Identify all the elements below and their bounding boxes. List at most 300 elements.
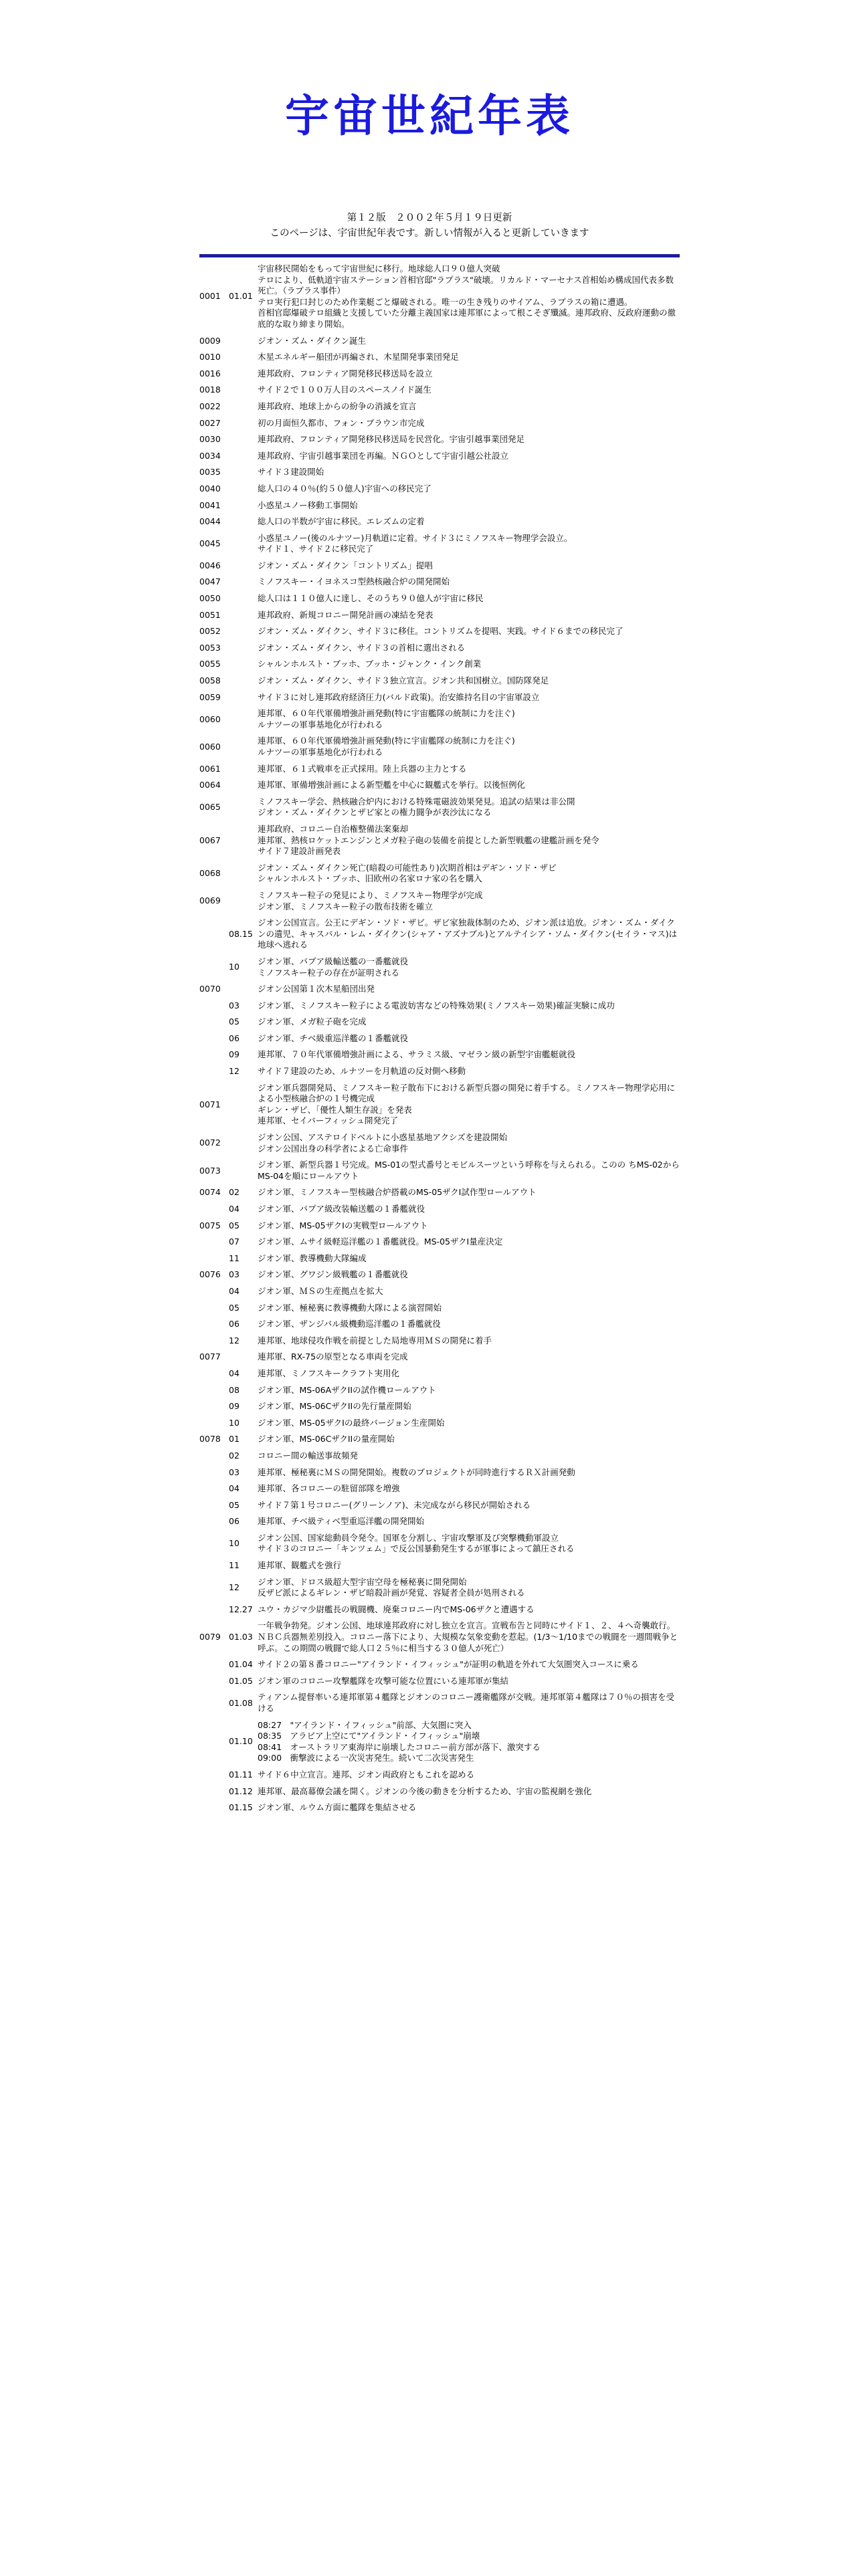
timeline-row (199, 1218, 680, 1235)
row-event (258, 1431, 680, 1448)
row-date: 06 (229, 1033, 240, 1043)
row-year (199, 1717, 229, 1767)
row-event (258, 673, 680, 689)
event-line: シャルンホルスト・ブッホ、旧欧州の名家ロナ家の名を購入 (258, 873, 482, 884)
row-year: 0060 (199, 714, 221, 724)
row-year: 0034 (199, 450, 221, 461)
row-event (258, 1398, 680, 1415)
row-date: 06 (229, 1516, 240, 1527)
row-year (199, 1689, 229, 1717)
row-year (199, 1251, 229, 1267)
event-line: 木星エネルギー船団が再編され、木星開発事業団発足 (258, 352, 459, 362)
timeline-row (199, 607, 680, 624)
row-year: 0065 (199, 802, 221, 813)
timeline-row (199, 821, 680, 860)
row-date (229, 591, 258, 607)
timeline-row (199, 1184, 680, 1201)
row-date: 08.15 (229, 928, 253, 939)
event-line: ティアンム提督率いる連邦軍第４艦隊とジオンのコロニー護衛艦隊が交戦。連邦軍第４艦隊は７０％の損害を受ける (258, 1692, 675, 1713)
timeline-row (199, 673, 680, 689)
row-date (229, 514, 258, 530)
row-year: 0044 (199, 516, 221, 527)
event-line: サイド３のコロニー「キンツェム」で反公国暴動発生するが軍事によって鎮圧される (258, 1543, 575, 1554)
timeline-row (199, 860, 680, 887)
timeline-row (199, 1656, 680, 1673)
row-event (258, 821, 680, 860)
event-line: 08:41 オーストラリア東海岸に崩壊したコロニー前方部が落下、激突する (258, 1741, 541, 1752)
timeline-row (199, 1689, 680, 1717)
row-event (258, 514, 680, 530)
timeline-row (199, 1316, 680, 1333)
row-date: 10 (229, 1417, 240, 1428)
row-date: 01.10 (229, 1736, 253, 1747)
row-date (229, 689, 258, 706)
event-line: 反ザビ派によるギレン・ザビ暗殺計画が発覚、容疑者全員が処刑される (258, 1588, 525, 1598)
row-date (229, 656, 258, 673)
row-date (229, 431, 258, 448)
event-line: ジオン軍、ザンジバル級機動巡洋艦の１番艦就役 (258, 1319, 441, 1329)
row-year (199, 1366, 229, 1382)
row-event (258, 1465, 680, 1481)
event-line: テロ実行犯口封じのため作業艇ごと爆破される。唯一の生き残りのサイアム、ラプラスの箱に遭遇。 (258, 296, 633, 307)
row-date (229, 349, 258, 366)
timeline-table (199, 261, 680, 1816)
row-date: 03 (229, 1000, 240, 1010)
page-meta (0, 211, 859, 241)
event-line: 総人口の４０％(約５０億人)宇宙への移民完了 (258, 483, 432, 494)
edition-text: 第１２版 ２００２年５月１９日更新 (347, 213, 512, 223)
timeline-row (199, 558, 680, 574)
row-date: 01.04 (229, 1659, 253, 1670)
row-event (258, 481, 680, 498)
event-line: サイド３に対し連邦政府経済圧力(バルド政策)。治安維持名目の宇宙軍設立 (258, 691, 540, 702)
row-date (229, 366, 258, 383)
event-line: 宇宙移民開始をもって宇宙世紀に移行。地球総人口９０億人突破 (258, 263, 500, 274)
row-year (199, 1465, 229, 1481)
row-event (258, 860, 680, 887)
timeline-row (199, 887, 680, 915)
event-line: 連邦政府、フロンティア開発移民移送局を民営化。宇宙引越事業団発足 (258, 434, 525, 445)
row-year (199, 1382, 229, 1399)
timeline-row (199, 1448, 680, 1465)
row-year (199, 1300, 229, 1317)
timeline-row (199, 1530, 680, 1558)
row-year (199, 1481, 229, 1497)
row-date (229, 887, 258, 915)
event-line: ジオン軍、MS-05ザクIの実戦型ロールアウト (258, 1220, 428, 1230)
row-event (258, 1283, 680, 1300)
timeline-row (199, 1481, 680, 1497)
row-event (258, 448, 680, 465)
timeline-row (199, 1767, 680, 1784)
row-date (229, 1130, 258, 1157)
row-year (199, 1234, 229, 1251)
event-line: ジオン軍、パプア級輸送艦の一番艦就役 (258, 956, 409, 966)
row-year (199, 1014, 229, 1031)
event-line: ジオン・ズム・ダイクン「コントリズム」提唱 (258, 560, 433, 570)
row-year: 0071 (199, 1099, 221, 1109)
timeline-row (199, 1300, 680, 1317)
row-event (258, 1080, 680, 1130)
timeline-row (199, 399, 680, 415)
row-event (258, 1656, 680, 1673)
timeline-row (199, 794, 680, 821)
row-date (229, 333, 258, 350)
row-event (258, 733, 680, 760)
timeline-row (199, 574, 680, 591)
event-line: ジオン公国、アステロイドベルトに小惑星基地アクシズを建設開始 (258, 1132, 508, 1143)
row-event (258, 656, 680, 673)
event-line: ジオン軍、新型兵器１号完成。MS-01の型式番号とモビルスーツという呼称を与えられる。このの ちMS-02からMS-04を順にロールアウト (258, 1160, 680, 1181)
row-date: 12 (229, 1335, 240, 1346)
row-event (258, 1513, 680, 1530)
row-year: 0074 (199, 1187, 221, 1198)
row-date: 01.05 (229, 1675, 253, 1686)
timeline-row (199, 689, 680, 706)
row-year (199, 1530, 229, 1558)
row-year: 0078 (199, 1434, 221, 1444)
timeline-row (199, 1349, 680, 1366)
event-line: 連邦軍、最高幕僚会議を開く。ジオンの今後の動きを分析するため、宇宙の監視網を強化 (258, 1786, 592, 1796)
row-date: 04 (229, 1204, 240, 1214)
row-event (258, 1234, 680, 1251)
row-date (229, 640, 258, 657)
row-year: 0064 (199, 780, 221, 790)
timeline-row (199, 1031, 680, 1047)
row-event (258, 591, 680, 607)
row-year (199, 1031, 229, 1047)
timeline-row (199, 915, 680, 954)
timeline-row (199, 1415, 680, 1432)
timeline-row (199, 623, 680, 640)
event-line: テロにより、低軌道宇宙ステーション首相官邸"ラプラス"破壊。リカルド・マーセナス首相始め構成国代表多数死亡。（ラプラス事件） (258, 274, 674, 296)
row-year (199, 1201, 229, 1218)
timeline-row (199, 777, 680, 794)
timeline-row (199, 954, 680, 981)
row-event (258, 1031, 680, 1047)
timeline-row (199, 1618, 680, 1656)
row-year: 0069 (199, 895, 221, 906)
event-line: 総人口は１１０億人に達し、そのうち９０億人が宇宙に移民 (258, 593, 484, 604)
row-event (258, 1717, 680, 1767)
row-event (258, 1618, 680, 1656)
event-line: 一年戦争勃発。ジオン公国、地球連邦政府に対し独立を宣言。宣戦布告と同時にサイド１、２、４へ奇襲敢行。ＮＢＣ兵器無差別投入。コロニー落下により、大規模な気象変動を惹起。(1/3～1/10までの戦闘を一週間戦争と呼ぶ。この期間の戦闘で総人口２５％に相当する３０億人が死亡） (258, 1620, 678, 1653)
row-year: 0018 (199, 385, 221, 395)
row-date (229, 498, 258, 514)
event-line: 小惑星ユノー移動工事開始 (258, 500, 358, 510)
row-date (229, 860, 258, 887)
row-event (258, 349, 680, 366)
row-year: 0053 (199, 642, 221, 653)
event-line: ジオン軍、ミノフスキー型核融合炉搭載のMS-05ザクI試作型ロールアウト (258, 1187, 537, 1198)
timeline-row (199, 1080, 680, 1130)
row-date: 12.27 (229, 1604, 253, 1614)
timeline-row (199, 1497, 680, 1514)
row-date: 09 (229, 1049, 240, 1060)
event-line: ミノフスキー学会、熱核融合炉内における特殊電磁波効果発見。追試の結果は非公開 (258, 796, 575, 807)
timeline-row (199, 1014, 680, 1031)
event-line: ジオン・ズム・ダイクン死亡(暗殺の可能性あり)次期首相はデギン・ソド・ザビ (258, 862, 557, 873)
event-line: 連邦軍、地球侵攻作戦を前提とした局地専用ＭＳの開発に着手 (258, 1335, 492, 1346)
row-date (229, 1157, 258, 1184)
row-date (229, 1080, 258, 1130)
event-line: 連邦政府、地球上からの紛争の消滅を宣言 (258, 401, 417, 411)
timeline-row (199, 1513, 680, 1530)
row-date: 05 (229, 1499, 240, 1510)
row-date (229, 706, 258, 733)
timeline-row (199, 415, 680, 432)
row-year (199, 1800, 229, 1816)
event-line: ジオン軍、チベ級重巡洋艦の１番艦就役 (258, 1033, 409, 1043)
row-year: 0055 (199, 659, 221, 669)
row-year (199, 1415, 229, 1432)
row-date: 01.15 (229, 1802, 253, 1813)
row-date: 01.01 (229, 291, 253, 302)
event-line: ミノフスキー・イヨネスコ型熱核融合炉の開発開始 (258, 576, 450, 587)
row-year: 0070 (199, 984, 221, 994)
event-line: ジオン軍、ルウム方面に艦隊を集結させる (258, 1802, 417, 1813)
event-line: 連邦軍、セイバーフィッシュ開発完了 (258, 1115, 399, 1126)
event-line: コロニー間の輸送事故頻発 (258, 1450, 359, 1461)
row-year (199, 1558, 229, 1574)
timeline-row (199, 1366, 680, 1382)
timeline-row (199, 733, 680, 760)
timeline-row (199, 656, 680, 673)
row-date (229, 981, 258, 998)
row-date: 01.03 (229, 1632, 253, 1642)
event-line: 連邦軍、軍備増強計画による新型艦を中心に観艦式を挙行。以後恒例化 (258, 780, 526, 790)
timeline-row (199, 640, 680, 657)
row-year (199, 1784, 229, 1800)
row-year: 0079 (199, 1632, 221, 1642)
timeline-row (199, 1047, 680, 1063)
row-event (258, 998, 680, 1014)
row-date (229, 464, 258, 481)
row-date: 06 (229, 1319, 240, 1329)
event-line: サイド７建設計画発表 (258, 846, 341, 857)
timeline-row (199, 530, 680, 558)
row-date: 04 (229, 1368, 240, 1378)
timeline-row (199, 1333, 680, 1350)
event-line: ギレン・ザビ、「優性人類生存説」を発表 (258, 1104, 412, 1115)
row-date (229, 733, 258, 760)
event-line: ジオン軍のコロニー攻撃艦隊を攻撃可能な位置にいる連邦軍が集結 (258, 1675, 509, 1686)
timeline-row (199, 1234, 680, 1251)
row-year: 0072 (199, 1138, 221, 1148)
row-date (229, 821, 258, 860)
row-event (258, 1481, 680, 1497)
row-date: 03 (229, 1269, 240, 1280)
row-year: 0076 (199, 1269, 221, 1280)
row-event (258, 1558, 680, 1574)
row-event (258, 1218, 680, 1235)
event-line: 09:00 衝撃波による一次災害発生。続いて二次災害発生 (258, 1753, 474, 1763)
row-event (258, 1063, 680, 1080)
row-event (258, 1333, 680, 1350)
timeline-row (199, 1717, 680, 1767)
timeline-row (199, 1784, 680, 1800)
row-year: 0041 (199, 500, 221, 510)
row-year: 0068 (199, 868, 221, 879)
row-date (229, 777, 258, 794)
row-event (258, 1784, 680, 1800)
event-line: ジオン・ズム・ダイクン、サイド３独立宣言。ジオン共和国樹立。国防隊発足 (258, 675, 549, 686)
event-line: ジオン軍、ミノフスキー粒子による電波妨害などの特殊効果(ミノフスキー効果)確証実験に成功 (258, 1000, 615, 1010)
event-line: ジオン軍、MS-06AザクIIの試作機ロールアウト (258, 1384, 436, 1395)
event-line: サイド６中立宣言。連邦、ジオン両政府ともこれを認める (258, 1769, 475, 1780)
row-event (258, 1497, 680, 1514)
row-date: 12 (229, 1582, 240, 1592)
event-line: ジオン軍、メガ粒子砲を完成 (258, 1016, 367, 1027)
row-event (258, 382, 680, 399)
event-line: 連邦軍、熱核ロケットエンジンとメガ粒子砲の装備を前提とした新型戦艦の建艦計画を発令 (258, 835, 599, 845)
row-date: 11 (229, 1560, 240, 1571)
row-event (258, 1530, 680, 1558)
event-line: ルナツーの軍事基地化が行われる (258, 719, 383, 730)
row-event (258, 1689, 680, 1717)
event-line: 連邦軍、チベ級ティベ型重巡洋艦の開発開始 (258, 1516, 425, 1527)
event-line: ルナツーの軍事基地化が行われる (258, 747, 383, 757)
timeline-row (199, 1130, 680, 1157)
row-year (199, 1602, 229, 1618)
event-line: 小惑星ユノー(後のルナツー)月軌道に定着。サイド３にミノフスキー物理学会設立。 (258, 532, 573, 543)
event-line: 連邦政府、新規コロニー開発計画の凍結を発表 (258, 609, 434, 620)
row-date (229, 794, 258, 821)
row-year: 0035 (199, 467, 221, 477)
row-date: 02 (229, 1450, 240, 1461)
event-line: 連邦政府、宇宙引越事業団を再編。ＮＧＯとして宇宙引越公社設立 (258, 450, 509, 461)
event-line: ジオン軍兵器開発局、ミノフスキー粒子散布下における新型兵器の開発に着手する。ミノフスキー物理学応用による小型核融合炉の１号機完成 (258, 1082, 676, 1104)
row-year: 0022 (199, 401, 221, 411)
timeline-row (199, 1063, 680, 1080)
timeline-row (199, 498, 680, 514)
row-event (258, 1349, 680, 1366)
timeline-row (199, 761, 680, 778)
event-line: ジオン軍、ミノフスキー粒子の散布技術を確立 (258, 901, 434, 911)
header-rule (199, 254, 680, 257)
row-event (258, 706, 680, 733)
timeline-row (199, 349, 680, 366)
timeline-row (199, 333, 680, 350)
event-line: ジオン公国出身の科学者による亡命事件 (258, 1143, 409, 1154)
row-event (258, 1047, 680, 1063)
row-date: 01.08 (229, 1697, 253, 1708)
row-year: 0027 (199, 417, 221, 428)
row-date: 02 (229, 1187, 240, 1198)
row-event (258, 1800, 680, 1816)
event-line: ジオン軍、ＭＳの生産拠点を拡大 (258, 1285, 383, 1296)
timeline-row (199, 1398, 680, 1415)
row-year: 0001 (199, 291, 221, 302)
row-year (199, 1047, 229, 1063)
row-event (258, 1251, 680, 1267)
event-line: ジオン・ズム・ダイクン、サイド３に移住。コントリズムを提唱、実践。サイド６までの移民完了 (258, 626, 624, 637)
row-year: 0009 (199, 335, 221, 346)
timeline-row (199, 1558, 680, 1574)
event-line: 首相官邸爆破テロ組織と支援していた分離主義国家は連邦軍によって根こそぎ殲滅。連邦政府、反政府運動の徹底的な取り締まり開始。 (258, 308, 676, 329)
event-line: ジオン軍、教導機動大隊編成 (258, 1253, 367, 1263)
row-date: 08 (229, 1384, 240, 1395)
row-event (258, 887, 680, 915)
row-date: 10 (229, 962, 240, 972)
row-date (229, 623, 258, 640)
row-event (258, 1201, 680, 1218)
row-event (258, 1184, 680, 1201)
row-event (258, 574, 680, 591)
row-date: 03 (229, 1467, 240, 1477)
row-date: 10 (229, 1538, 240, 1549)
row-event (258, 981, 680, 998)
timeline-row (199, 1673, 680, 1690)
timeline-row (199, 366, 680, 383)
row-year (199, 1283, 229, 1300)
row-event (258, 261, 680, 333)
row-event (258, 366, 680, 383)
row-year (199, 954, 229, 981)
row-date: 07 (229, 1237, 240, 1247)
page-title: 宇宙世紀年表 (285, 90, 574, 142)
row-event (258, 1130, 680, 1157)
row-date (229, 761, 258, 778)
event-line: 連邦軍、極秘裏にＭＳの開発開始。複数のプロジェクトが同時進行するＲＸ計画発動 (258, 1467, 575, 1477)
row-date: 05 (229, 1016, 240, 1027)
event-line: 総人口の半数が宇宙に移民。エレズムの定着 (258, 516, 425, 527)
row-date: 11 (229, 1253, 240, 1263)
row-date (229, 574, 258, 591)
row-year (199, 1574, 229, 1602)
event-line: サイド２で１００万人目のスペースノイド誕生 (258, 385, 432, 395)
row-event (258, 954, 680, 981)
event-line: ミノフスキー粒子の存在が証明される (258, 967, 400, 978)
row-event (258, 1382, 680, 1399)
row-date (229, 1349, 258, 1366)
row-event (258, 464, 680, 481)
row-year (199, 1673, 229, 1690)
row-event (258, 1267, 680, 1283)
event-line: ジオン公国第１次木星船団出発 (258, 984, 375, 994)
row-event (258, 1300, 680, 1317)
event-line: 連邦軍、６０年代軍備増強計画発動(特に宇宙艦隊の統制に力を注ぐ) (258, 736, 515, 746)
event-line: 連邦政府、コロニー自治権整備法案棄却 (258, 823, 409, 834)
row-event (258, 1366, 680, 1382)
event-line: ジオン軍、ムサイ級軽巡洋艦の１番艦就役。MS-05ザクI量産決定 (258, 1237, 503, 1247)
event-line: 08:27 "アイランド・イフィッシュ"前部、大気圏に突入 (258, 1719, 472, 1730)
event-line: サイド３建設開始 (258, 467, 324, 477)
row-event (258, 1574, 680, 1602)
row-date: 04 (229, 1285, 240, 1296)
event-line: ジオン軍、パプア級改装輸送艦の１番艦就役 (258, 1204, 425, 1214)
timeline-body (199, 261, 680, 1816)
timeline-row (199, 514, 680, 530)
row-date (229, 673, 258, 689)
row-event (258, 333, 680, 350)
timeline-row (199, 1157, 680, 1184)
event-line: ジオン軍、極秘裏に教導機動大隊による演習開始 (258, 1302, 442, 1313)
row-date: 04 (229, 1483, 240, 1494)
event-line: 連邦軍、RX-75の原型となる車両を完成 (258, 1352, 408, 1362)
row-year: 0073 (199, 1165, 221, 1176)
row-year: 0075 (199, 1220, 221, 1230)
timeline-row (199, 706, 680, 733)
row-event (258, 777, 680, 794)
event-line: ジオン・ズム・ダイクン誕生 (258, 335, 367, 346)
timeline-row (199, 431, 680, 448)
row-date: 01.12 (229, 1786, 253, 1796)
event-line: サイド２の第８番コロニー"アイランド・イフィッシュ"が証明の軌道を外れて大気圏突入コースに乗る (258, 1659, 639, 1670)
timeline-row (199, 1465, 680, 1481)
row-event (258, 1673, 680, 1690)
row-event (258, 623, 680, 640)
